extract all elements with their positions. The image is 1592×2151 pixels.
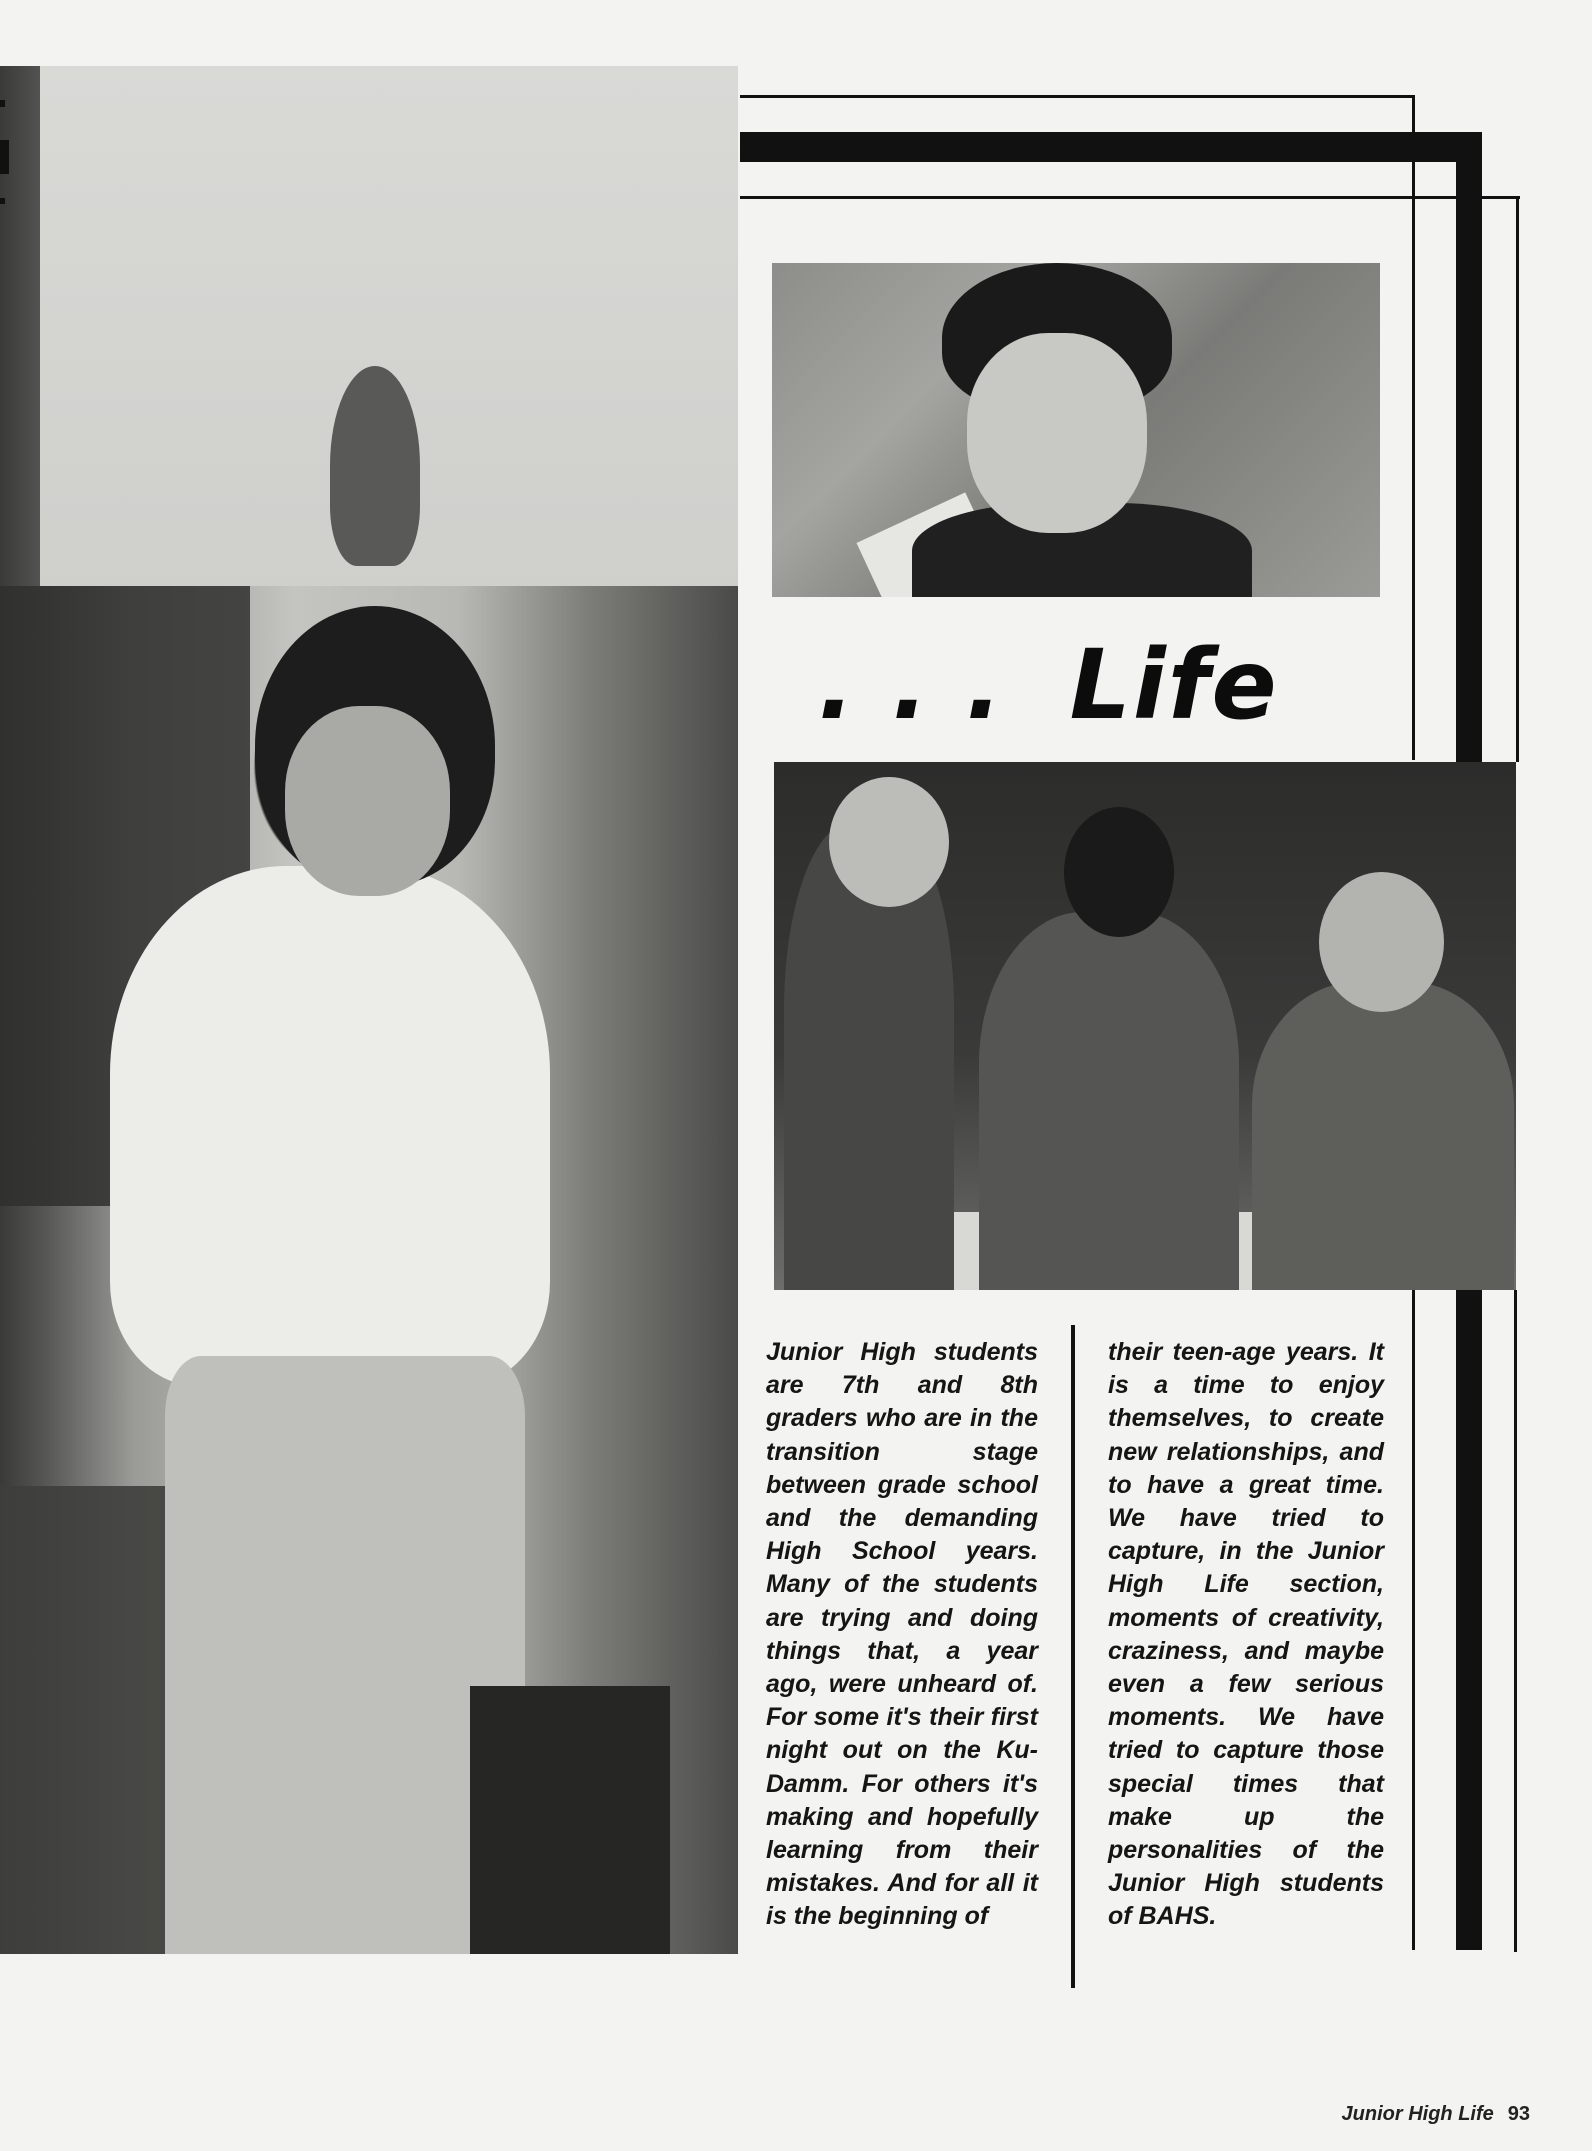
frame-line-right-1-lower bbox=[1412, 1290, 1415, 1950]
frame-bar-top-2 bbox=[740, 132, 1482, 162]
body-column-1: Junior High students are 7th and 8th graders who are in the transition stage between grade school and the demanding High School years. Many of the students are trying and doing things that, a year ago, were unheard of. For some it's their first night out on the Ku-Damm. For others it's making and hopefully learning from their mistakes. And for all it is the beginning of bbox=[766, 1338, 1038, 1931]
page-title bbox=[818, 625, 1378, 745]
frame-line-top-3 bbox=[740, 196, 1520, 199]
frame-line-right-3 bbox=[1516, 196, 1519, 762]
edge-mark bbox=[0, 198, 5, 204]
frame-bar-right-2-lower bbox=[1456, 1290, 1482, 1950]
page-number: 93 bbox=[1507, 2103, 1530, 2125]
title-word: Life bbox=[1069, 629, 1279, 741]
footer-section: Junior High Life bbox=[1341, 2103, 1494, 2125]
edge-mark bbox=[0, 140, 9, 174]
column-divider bbox=[1071, 1325, 1075, 1988]
frame-line-right-1 bbox=[1412, 95, 1415, 760]
frame-line-right-3-lower bbox=[1514, 1290, 1517, 1952]
photo-student-reading bbox=[0, 66, 738, 1954]
photo-boy-portrait bbox=[772, 263, 1380, 597]
frame-line-top-1 bbox=[740, 95, 1415, 98]
title-dots: . . . bbox=[818, 629, 1005, 741]
body-column-2: their teen-age years. It is a time to enjoy themselves, to create new relationships, and to have a great time. We have tried to capture, in the Junior High Life section, moments of creativity, craziness, and maybe even a few serious moments. We have tried to capture those special times that make up the personalities of the Junior High students of BAHS. bbox=[1108, 1338, 1384, 1931]
photo-students-classroom bbox=[774, 762, 1516, 1290]
page-footer bbox=[1290, 2103, 1530, 2133]
frame-bar-right-2 bbox=[1456, 132, 1482, 762]
edge-mark bbox=[0, 100, 5, 107]
